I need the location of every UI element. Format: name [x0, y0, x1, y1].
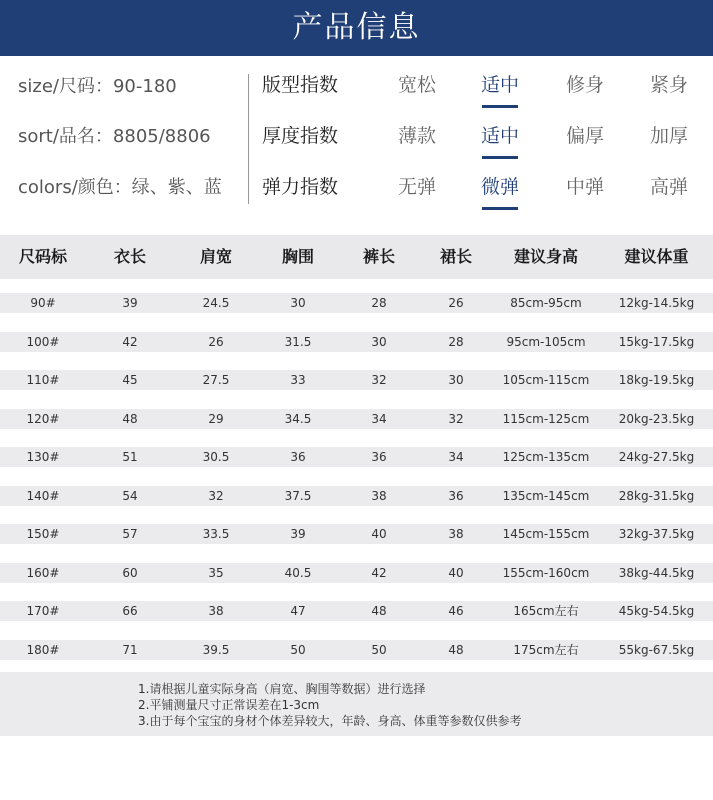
table-cell: 135cm-145cm [502, 488, 590, 503]
elasticity-index-row [262, 172, 702, 202]
table-row [0, 370, 713, 390]
table-cell: 45 [122, 373, 138, 387]
table-cell: 24kg-27.5kg [618, 450, 695, 464]
table-cell: 40.5 [284, 565, 312, 580]
table-cell: 38kg-44.5kg [618, 565, 695, 580]
fit-option-slim: 修身 [565, 74, 604, 96]
header-pants-length: 裤长 [362, 247, 395, 266]
table-cell: 175cm左右 [513, 642, 579, 657]
table-cell: 71 [122, 642, 138, 657]
table-cell: 48 [371, 604, 387, 618]
header-skirt-length: 裙长 [439, 247, 472, 266]
table-cell: 55kg-67.5kg [618, 642, 695, 657]
table-cell: 26 [448, 296, 464, 310]
table-cell: 50 [371, 642, 387, 657]
notes-box [0, 672, 713, 736]
table-cell: 36 [448, 488, 464, 503]
table-cell: 105cm-115cm [502, 373, 590, 387]
table-cell: 155cm-160cm [502, 565, 590, 580]
table-cell: 26 [208, 334, 224, 349]
table-cell: 30 [448, 373, 464, 387]
table-cell: 24.5 [202, 296, 230, 310]
table-cell: 32kg-37.5kg [618, 527, 695, 541]
thickness-option-thick: 偏厚 [565, 125, 604, 147]
table-cell: 32 [208, 488, 224, 503]
thickness-index-label: 厚度指数 [262, 125, 339, 147]
sort-info: sort/品名：8805/8806 [18, 126, 211, 147]
elasticity-option-slight: 微弹 [470, 172, 530, 202]
info-divider [248, 74, 249, 204]
table-cell: 28 [448, 334, 464, 349]
table-row [0, 563, 713, 583]
table-cell: 165cm左右 [513, 604, 579, 618]
table-cell: 57 [122, 527, 138, 541]
thickness-option-thin: 薄款 [397, 125, 436, 147]
table-row [0, 486, 713, 506]
table-row [0, 409, 713, 429]
table-row [0, 447, 713, 467]
table-cell: 115cm-125cm [502, 411, 590, 426]
table-cell: 34.5 [284, 411, 312, 426]
table-cell: 90# [30, 296, 56, 310]
table-cell: 18kg-19.5kg [618, 373, 695, 387]
thickness-option-medium: 适中 [470, 121, 530, 151]
table-cell: 33 [290, 373, 306, 387]
table-cell: 30 [290, 296, 306, 310]
table-cell: 40 [371, 527, 387, 541]
table-row [0, 524, 713, 544]
table-cell: 46 [448, 604, 464, 618]
table-row [0, 601, 713, 621]
table-cell: 34 [448, 450, 464, 464]
table-cell: 34 [371, 411, 387, 426]
table-cell: 160# [26, 565, 60, 580]
table-cell: 47 [290, 604, 306, 618]
table-cell: 29 [208, 411, 224, 426]
table-cell: 32 [371, 373, 387, 387]
table-cell: 50 [290, 642, 306, 657]
note-1: 1.请根据儿童实际身高（肩宽、胸围等数据）进行选择 [138, 682, 426, 696]
table-cell: 35 [208, 565, 224, 580]
table-cell: 170# [26, 604, 60, 618]
table-cell: 66 [122, 604, 138, 618]
table-cell: 48 [122, 411, 138, 426]
table-cell: 85cm-95cm [510, 296, 582, 310]
header-weight: 建议体重 [624, 247, 689, 266]
fit-index-row [262, 70, 702, 100]
table-row [0, 640, 713, 660]
table-cell: 125cm-135cm [502, 450, 590, 464]
table-cell: 54 [122, 488, 138, 503]
table-cell: 30 [371, 334, 387, 349]
table-cell: 40 [448, 565, 464, 580]
header-size: 尺码标 [18, 247, 67, 266]
table-cell: 36 [371, 450, 387, 464]
elasticity-option-medium: 中弹 [565, 176, 604, 198]
header-chest: 胸围 [281, 247, 314, 266]
table-cell: 140# [26, 488, 60, 503]
table-row [0, 293, 713, 313]
thickness-index-row [262, 121, 702, 151]
elasticity-index-label: 弹力指数 [262, 176, 339, 198]
table-cell: 32 [448, 411, 464, 426]
table-cell: 51 [122, 450, 138, 464]
table-cell: 38 [208, 604, 224, 618]
table-cell: 30.5 [202, 450, 230, 464]
table-cell: 39 [122, 296, 138, 310]
note-3: 3.由于每个宝宝的身材个体差异较大，年龄、身高、体重等参数仅供参考 [138, 714, 522, 728]
fit-index-label: 版型指数 [262, 74, 339, 96]
table-cell: 38 [371, 488, 387, 503]
header-shoulder: 肩宽 [199, 247, 232, 266]
table-cell: 15kg-17.5kg [618, 334, 695, 349]
note-2: 2.平铺测量尺寸正常误差在1-3cm [138, 698, 320, 712]
table-cell: 130# [26, 450, 60, 464]
fit-option-loose: 宽松 [397, 74, 436, 96]
table-cell: 38 [448, 527, 464, 541]
table-cell: 37.5 [284, 488, 312, 503]
table-cell: 110# [26, 373, 60, 387]
elasticity-option-none: 无弹 [397, 176, 436, 198]
table-cell: 31.5 [284, 334, 312, 349]
colors-info: colors/颜色：绿、紫、蓝 [18, 177, 222, 198]
table-cell: 95cm-105cm [506, 334, 586, 349]
thickness-option-extra-thick: 加厚 [649, 125, 688, 147]
elasticity-option-high: 高弹 [649, 176, 688, 198]
table-cell: 39.5 [202, 642, 230, 657]
table-cell: 28kg-31.5kg [618, 488, 695, 503]
table-cell: 42 [371, 565, 387, 580]
table-cell: 145cm-155cm [502, 527, 590, 541]
table-cell: 120# [26, 411, 60, 426]
table-cell: 33.5 [202, 527, 230, 541]
table-cell: 12kg-14.5kg [618, 296, 695, 310]
header-height: 建议身高 [513, 247, 578, 266]
table-cell: 28 [371, 296, 387, 310]
table-cell: 100# [26, 334, 60, 349]
size-table-header [0, 235, 713, 279]
fit-option-tight: 紧身 [649, 74, 688, 96]
page-title: 产品信息 [292, 10, 421, 45]
header-length: 衣长 [113, 247, 146, 266]
table-row [0, 332, 713, 352]
table-cell: 36 [290, 450, 306, 464]
table-cell: 60 [122, 565, 138, 580]
fit-option-regular: 适中 [470, 70, 530, 100]
table-cell: 39 [290, 527, 306, 541]
table-cell: 48 [448, 642, 464, 657]
table-cell: 20kg-23.5kg [618, 411, 695, 426]
table-cell: 45kg-54.5kg [618, 604, 695, 618]
table-cell: 27.5 [202, 373, 230, 387]
table-cell: 150# [26, 527, 60, 541]
title-banner [0, 0, 713, 56]
size-info: size/尺码：90-180 [18, 76, 177, 97]
table-cell: 42 [122, 334, 138, 349]
table-cell: 180# [26, 642, 60, 657]
